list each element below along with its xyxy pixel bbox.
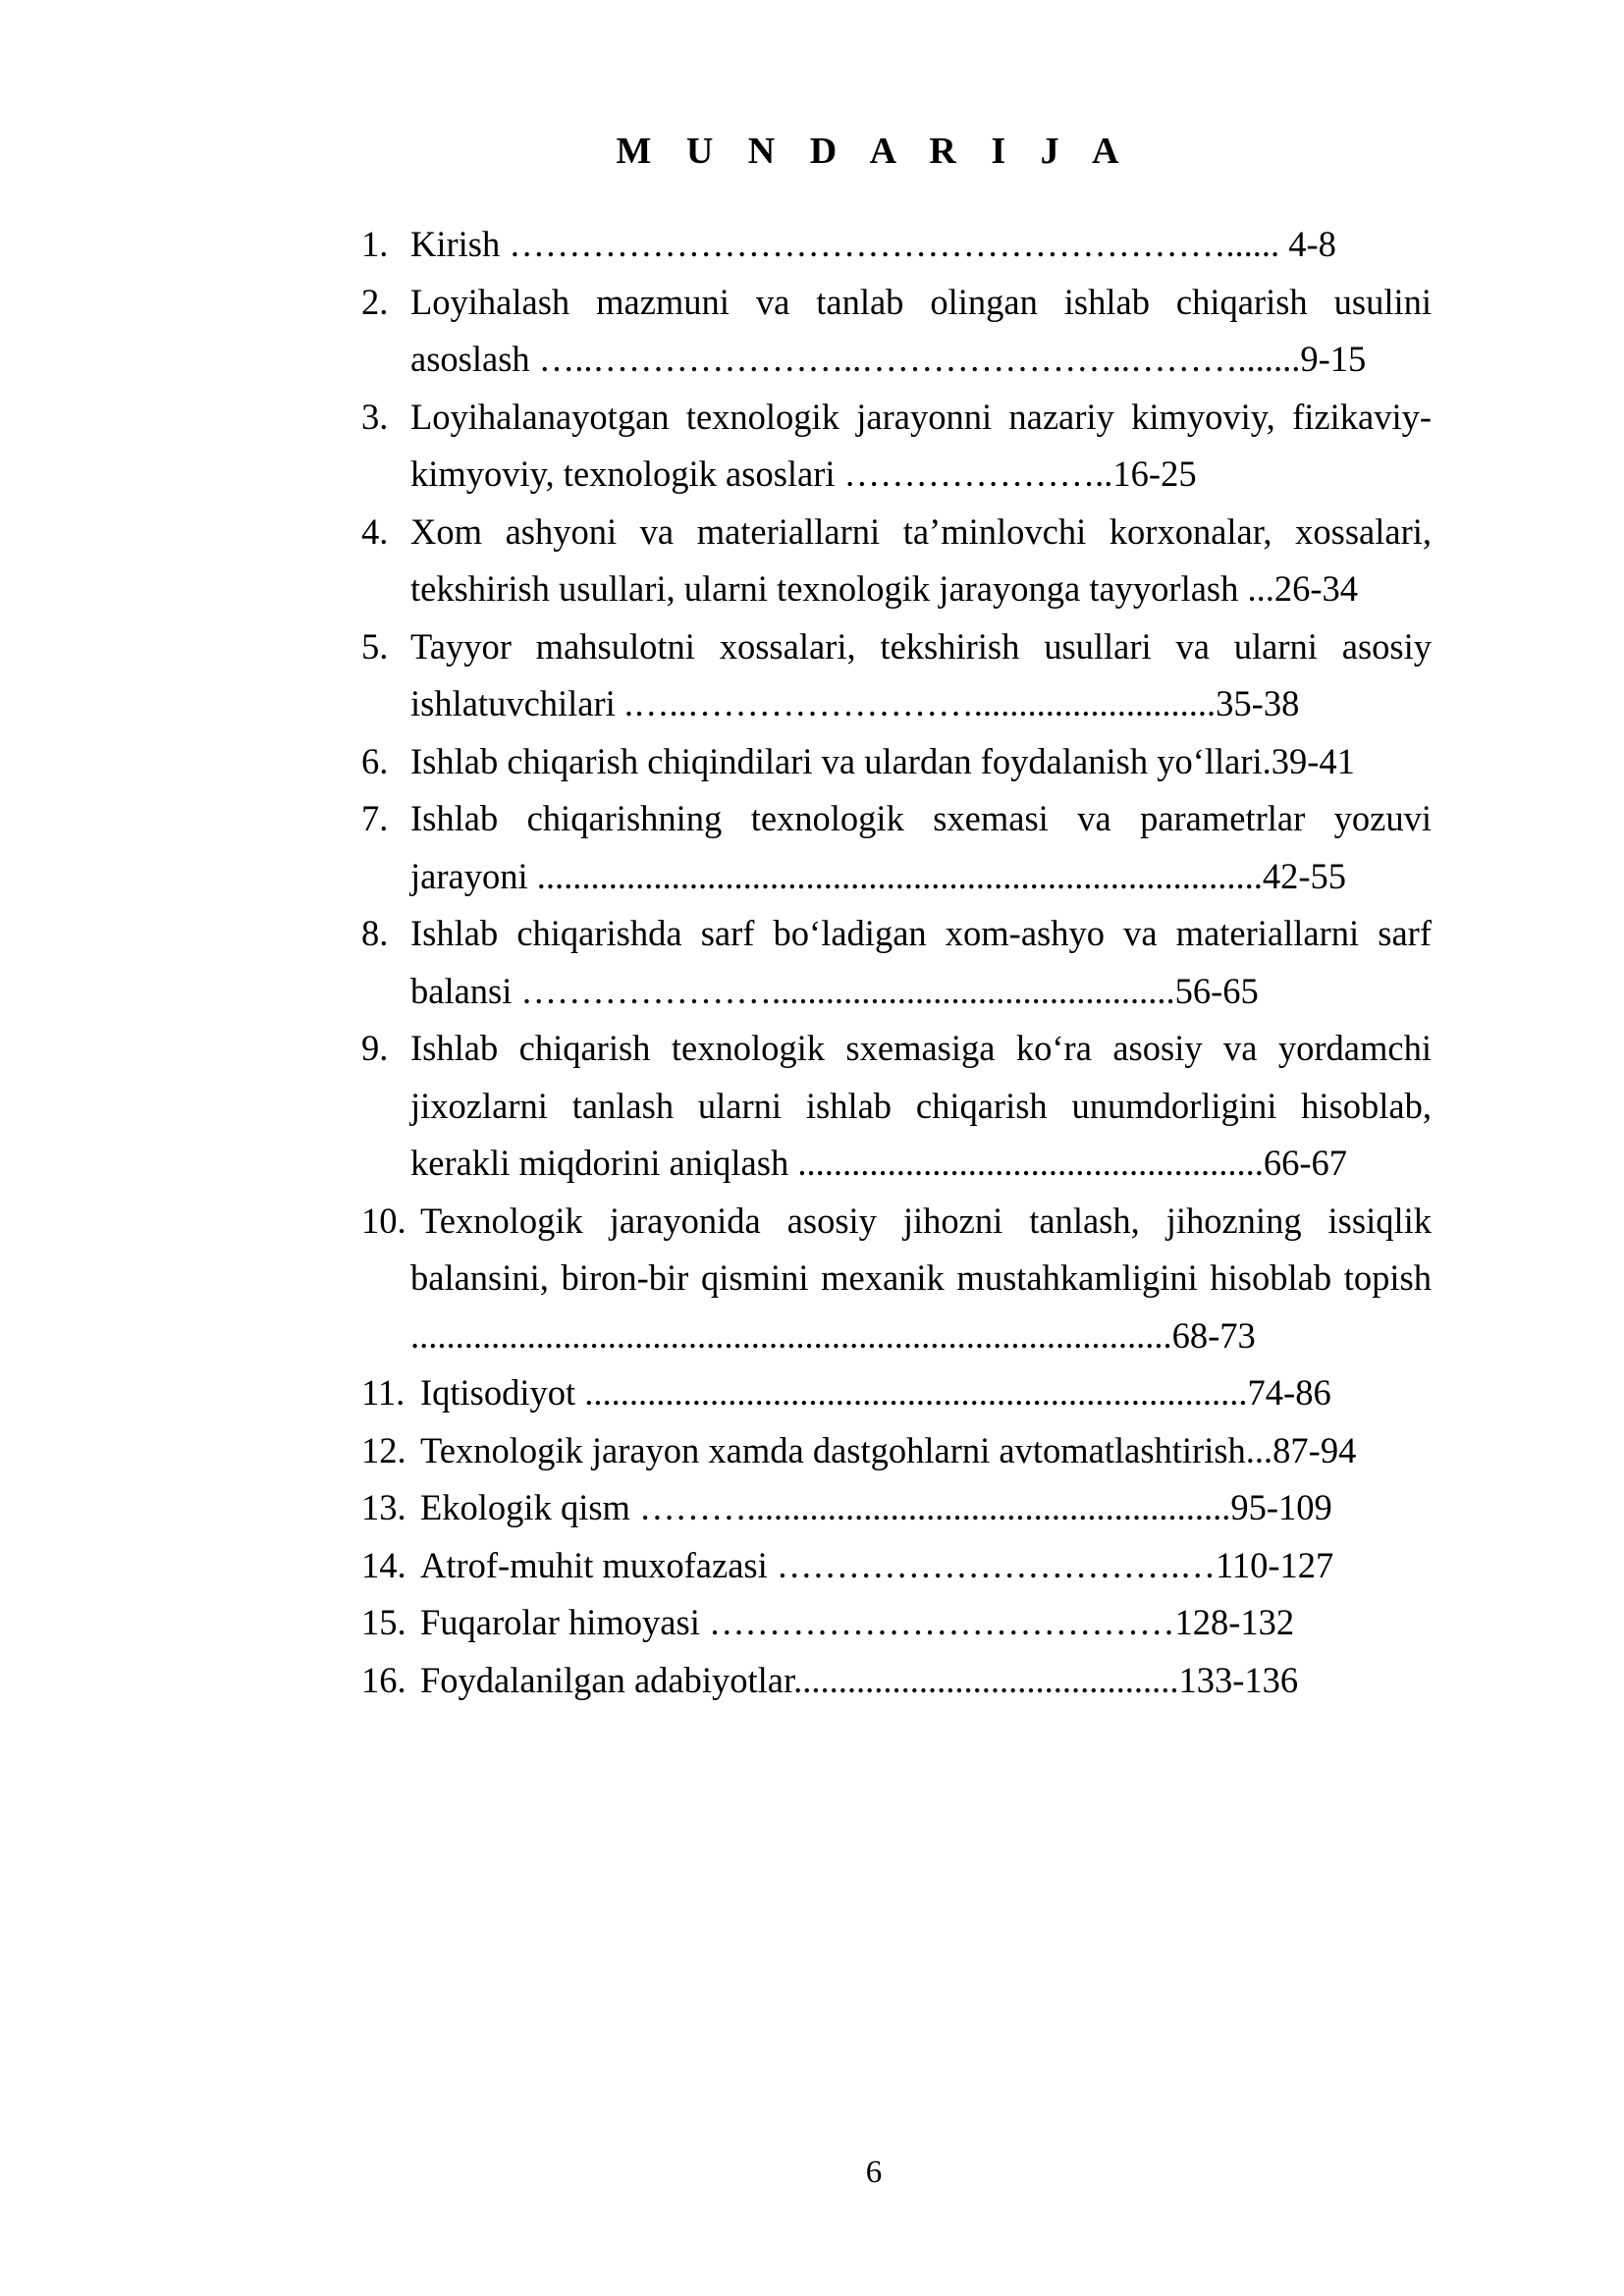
toc-item-number: 13.: [361, 1487, 406, 1527]
toc-item-text: Loyihalash mazmuni va tanlab olingan ishlab chiqarish usulini asoslash …..…………………..…………………..……….......9-15: [410, 281, 1432, 379]
toc-item-number: 3.: [361, 396, 389, 437]
toc-item: [361, 389, 1432, 504]
toc-item: [361, 216, 1432, 274]
toc-item-text: Foydalanilgan adabiyotlar...........................................133-136: [420, 1659, 1299, 1700]
toc-item-text: Fuqarolar himoyasi …………………………………128-132: [420, 1602, 1295, 1642]
toc-item: [361, 1652, 1432, 1710]
toc-item-number: 1.: [361, 224, 389, 264]
toc-item-text: Texnologik jarayonida asosiy jihozni tanlash, jihozning issiqlik balansini, biron-bir qismini mexanik mustahkamligini hisoblab topish .....................................................................................68-73: [410, 1200, 1432, 1356]
toc-item-text: Ishlab chiqarish texnologik sxemasiga ko‘ra asosiy va yordamchi jixozlarni tanlash ularni ishlab chiqarish unumdorligini hisoblab, kerakli miqdorini aniqlash ....................................................66-67: [410, 1028, 1432, 1183]
toc-item: [361, 905, 1432, 1020]
toc-item: [361, 790, 1432, 905]
toc-item-number: 2.: [361, 281, 389, 322]
toc-item-text: Xom ashyoni va materiallarni ta’minlovchi korxonalar, xossalari, tekshirish usullari, ularni texnologik jarayonga tayyorlash ...26-34: [410, 510, 1432, 609]
toc-item-text: Tayyor mahsulotni xossalari, tekshirish usullari va ularni asosiy ishlatuvchilari .…..……………………...........................35-38: [410, 625, 1432, 723]
toc-item-number: 6.: [361, 740, 389, 781]
toc-item: [361, 1020, 1432, 1193]
toc-item: [361, 504, 1432, 618]
toc-item-text: Kirish ……………………………………………………...... 4-8: [410, 224, 1336, 264]
toc-item: [361, 1364, 1432, 1422]
toc-item-number: 8.: [361, 913, 389, 953]
toc-item: [361, 274, 1432, 389]
toc-item-text: Loyihalanayotgan texnologik jarayonni nazariy kimyoviy, fizikaviy-kimyoviy, texnologik asoslari …………………..16-25: [410, 396, 1432, 494]
toc-item-number: 14.: [361, 1544, 406, 1585]
toc-item: [361, 1422, 1432, 1480]
table-of-contents: [361, 216, 1432, 1709]
toc-item-text: Texnologik jarayon xamda dastgohlarni avtomatlashtirish...87-94: [420, 1429, 1357, 1470]
toc-item-number: 5.: [361, 625, 389, 667]
toc-item-number: 16.: [361, 1659, 406, 1700]
toc-item-number: 15.: [361, 1602, 406, 1642]
toc-item-number: 7.: [361, 798, 389, 838]
toc-item-text: Ishlab chiqarishda sarf bo‘ladigan xom-ashyo va materiallarni sarf balansi ………………….............................................56-65: [410, 913, 1432, 1011]
toc-item: [361, 1537, 1432, 1595]
toc-item-number: 4.: [361, 510, 389, 552]
toc-item: [361, 733, 1432, 791]
toc-item-number: 9.: [361, 1028, 389, 1068]
toc-item-text: Ekologik qism ………......................................................95-109: [420, 1487, 1332, 1527]
toc-item-text: Iqtisodiyot ..........................................................................74-86: [420, 1372, 1331, 1413]
toc-item-text: Atrof-muhit muxofazasi …………………………….…110-127: [420, 1544, 1334, 1585]
toc-item-number: 10.: [361, 1200, 406, 1241]
toc-item-text: Ishlab chiqarishning texnologik sxemasi va parametrlar yozuvi jarayoni .................................................................................42-55: [410, 798, 1432, 896]
toc-item: [361, 1193, 1432, 1365]
toc-item: [361, 1594, 1432, 1652]
toc-item: [361, 618, 1432, 733]
page-number: 6: [865, 2155, 883, 2190]
toc-item-number: 12.: [361, 1429, 406, 1470]
toc-item-number: 11.: [361, 1372, 406, 1413]
toc-item: [361, 1479, 1432, 1537]
toc-item-text: Ishlab chiqarish chiqindilari va ulardan foydalanish yo‘llari.39-41: [410, 740, 1355, 781]
page-title: M U N D A R I J A: [616, 131, 1132, 172]
